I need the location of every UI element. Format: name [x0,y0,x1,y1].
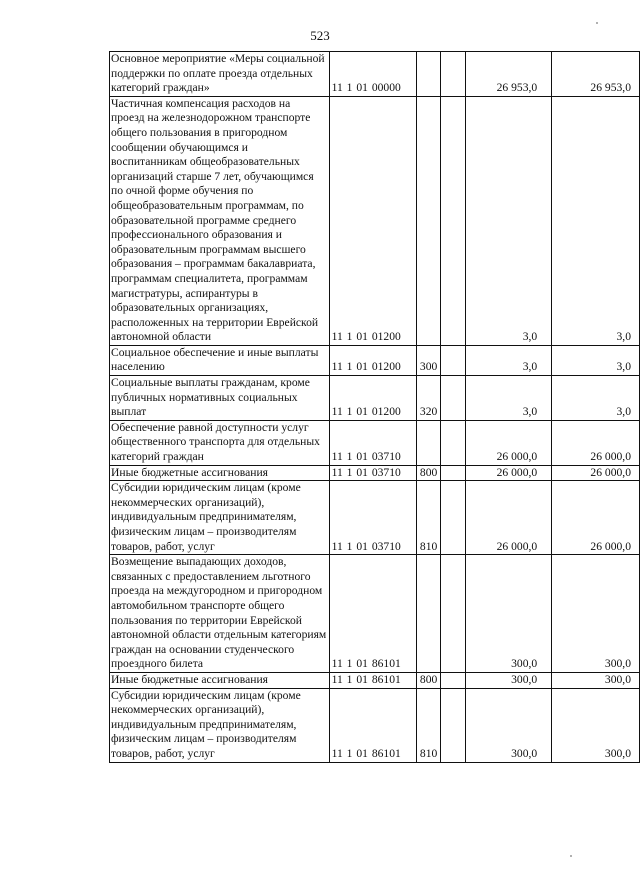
row-sum-1: 26 000,0 [465,465,551,481]
row-code: 11 1 01 00000 [329,52,416,97]
budget-table-body [110,52,640,763]
row-code: 11 1 01 03710 [329,420,416,465]
row-vr: 320 [416,376,441,421]
row-name: Частичная компенсация расходов на проезд на железнодорожном транспорте общего пользования в пригородном сообщении обучающимся и воспитанникам общеобразовательных организаций старше 7 лет, обучающимся по очной форме обучения по общеобразовательным программам, по образовательной программе среднего профессионального образования и образовательным программам высшего образования – программам бакалавриата, программам специалитета, программам магистратуры, аспирантуры в образовательных организациях, расположенных на территории Еврейской автономной области [110,96,330,345]
row-empty-cell [441,52,466,97]
row-vr [416,420,441,465]
row-name: Субсидии юридическим лицам (кроме некоммерческих организаций), индивидуальным предпринимателям, физическим лицам – производителям товаров, работ, услуг [110,688,330,762]
row-sum-1: 3,0 [465,345,551,375]
row-sum-1: 300,0 [465,688,551,762]
scan-speck [570,855,572,857]
row-sum-2: 3,0 [552,376,640,421]
row-empty-cell [441,481,466,555]
table-row [110,96,640,345]
row-vr [416,555,441,673]
row-sum-2: 26 953,0 [552,52,640,97]
table-row [110,376,640,421]
budget-table [109,51,640,763]
scan-speck [596,22,598,24]
table-row [110,420,640,465]
row-name: Социальное обеспечение и иные выплаты населению [110,345,330,375]
row-sum-2: 300,0 [552,555,640,673]
row-code: 11 1 01 01200 [329,376,416,421]
row-code: 11 1 01 86101 [329,688,416,762]
row-code: 11 1 01 03710 [329,481,416,555]
row-sum-1: 3,0 [465,376,551,421]
row-sum-2: 300,0 [552,672,640,688]
row-sum-1: 26 000,0 [465,420,551,465]
row-code: 11 1 01 01200 [329,96,416,345]
row-empty-cell [441,465,466,481]
row-code: 11 1 01 86101 [329,672,416,688]
row-code: 11 1 01 03710 [329,465,416,481]
row-sum-2: 300,0 [552,688,640,762]
row-vr: 800 [416,672,441,688]
row-name: Обеспечение равной доступности услуг общественного транспорта для отдельных категорий граждан [110,420,330,465]
table-row [110,465,640,481]
row-sum-1: 3,0 [465,96,551,345]
row-vr [416,52,441,97]
row-sum-2: 26 000,0 [552,465,640,481]
table-row [110,555,640,673]
row-sum-2: 3,0 [552,345,640,375]
row-empty-cell [441,345,466,375]
row-name: Субсидии юридическим лицам (кроме некоммерческих организаций), индивидуальным предпринимателям, физическим лицам – производителям товаров, работ, услуг [110,481,330,555]
row-empty-cell [441,96,466,345]
row-name: Социальные выплаты гражданам, кроме публичных нормативных социальных выплат [110,376,330,421]
row-sum-1: 26 000,0 [465,481,551,555]
row-name: Основное мероприятие «Меры социальной поддержки по оплате проезда отдельных категорий граждан» [110,52,330,97]
row-code: 11 1 01 01200 [329,345,416,375]
row-sum-2: 26 000,0 [552,481,640,555]
row-vr: 810 [416,688,441,762]
table-row [110,672,640,688]
row-sum-1: 300,0 [465,672,551,688]
row-sum-2: 26 000,0 [552,420,640,465]
row-empty-cell [441,376,466,421]
row-vr: 300 [416,345,441,375]
row-vr: 800 [416,465,441,481]
row-name: Иные бюджетные ассигнования [110,465,330,481]
table-row [110,481,640,555]
row-empty-cell [441,555,466,673]
row-name: Возмещение выпадающих доходов, связанных с предоставлением льготного проезда на междугородном и пригородном автомобильном транспорте общего пользования по территории Еврейской автономной области отдельным категориям граждан на основании студенческого проездного билета [110,555,330,673]
row-sum-1: 300,0 [465,555,551,673]
row-vr [416,96,441,345]
row-empty-cell [441,420,466,465]
page-number: 523 [310,28,330,43]
row-vr: 810 [416,481,441,555]
table-row [110,345,640,375]
row-empty-cell [441,672,466,688]
table-row [110,52,640,97]
row-sum-2: 3,0 [552,96,640,345]
row-empty-cell [441,688,466,762]
table-row [110,688,640,762]
row-name: Иные бюджетные ассигнования [110,672,330,688]
row-sum-1: 26 953,0 [465,52,551,97]
row-code: 11 1 01 86101 [329,555,416,673]
